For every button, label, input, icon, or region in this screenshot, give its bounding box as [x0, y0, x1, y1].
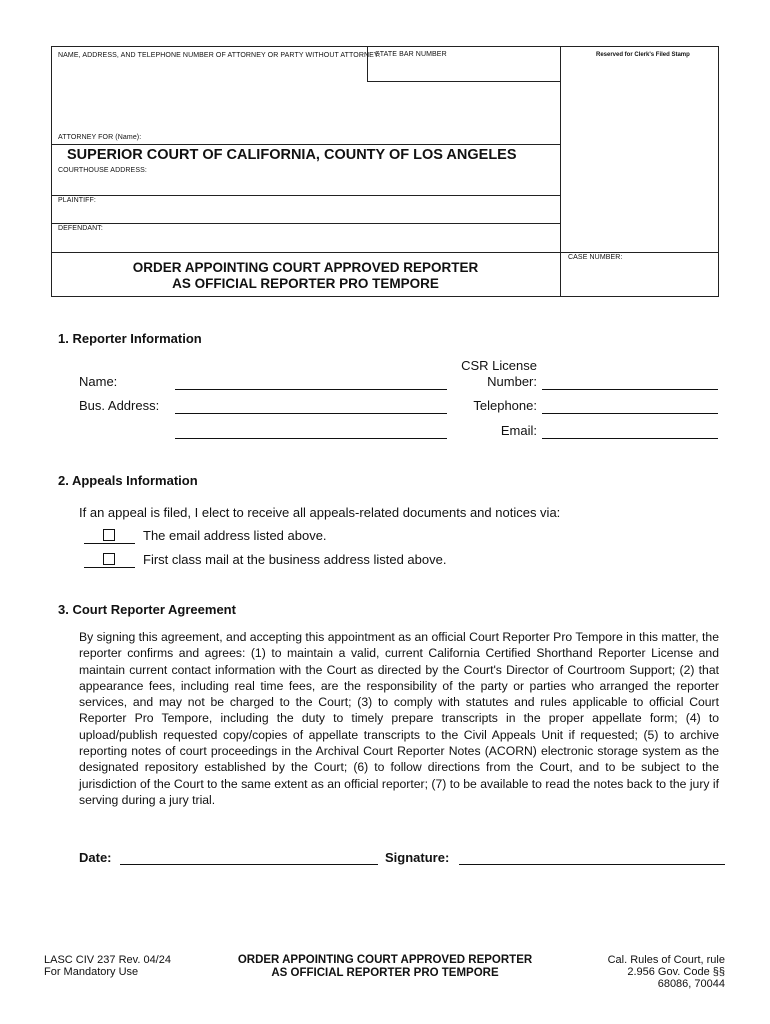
footer-form-id [44, 954, 171, 978]
signature-field[interactable] [459, 864, 725, 865]
signature-label: Signature: [385, 850, 450, 865]
mail-option-checkbox[interactable] [103, 553, 115, 565]
defendant-label: DEFENDANT: [58, 225, 103, 232]
name-field[interactable] [175, 389, 447, 390]
bus-address-field-2[interactable] [175, 438, 447, 439]
agreement-text: By signing this agreement, and accepting this appointment as an official Court Reporter Pro Tempore in this matter, the reporter confirms and agrees: (1) to maintain a valid, current California Certified Shorthand Reporter License and maintain current contact information with the Court as directed by the Court's Director of Courtroom Support; (2) that appearance fees, including real time fees, are the responsibility of the party or parties who arranged the reporter services, and may not be charged to the Court; (3) to comply with statutes and rules applicable to official Court Reporter Pro Tempore, including the duty to timely prepare transcripts in the proper appellate form; (4) to upload/publish requested copy/copies of appellate transcripts to the Civil Appeals Unit if requested; (5) to archive reporting notes of court proceedings in the Archival Court Reporter Notes (ACORN) electronic storage system as the designated repository established by the Court; (6) to follow directions from the Court, and to be subject to the jurisdiction of the Court to the same extent as an official reporter; (7) to be available to read the notes back to the jury if serving during a jury trial. [79, 630, 719, 807]
option1-label: The email address listed above. [143, 528, 327, 543]
telephone-field[interactable] [542, 413, 718, 414]
csr-label-line2: Number: [487, 374, 537, 389]
footer-title-line2: AS OFFICIAL REPORTER PRO TEMPORE [271, 966, 499, 979]
attorney-for-label: ATTORNEY FOR (Name): [58, 134, 142, 141]
email-label: Email: [500, 423, 537, 438]
option1-underline [84, 543, 135, 544]
caption-rule-3 [51, 223, 560, 224]
option2-label: First class mail at the business address listed above. [143, 552, 447, 567]
date-field[interactable] [120, 864, 378, 865]
telephone-label: Telephone: [473, 398, 537, 413]
order-title-line2: AS OFFICIAL REPORTER PRO TEMPORE [172, 276, 439, 291]
email-field[interactable] [542, 438, 718, 439]
clerk-stamp-label: Reserved for Clerk's Filed Stamp [596, 52, 690, 58]
section2-heading: 2. Appeals Information [58, 473, 198, 488]
footer-rules [560, 954, 725, 990]
caption-rule-1 [51, 144, 560, 145]
order-title [51, 260, 560, 292]
footer-title-line1: ORDER APPOINTING COURT APPROVED REPORTER [237, 954, 533, 966]
courthouse-address-label: COURTHOUSE ADDRESS: [58, 167, 147, 174]
case-number-label: CASE NUMBER: [568, 254, 623, 261]
caption-rule-4 [51, 252, 719, 253]
option2-underline [84, 567, 135, 568]
plaintiff-label: PLAINTIFF: [58, 197, 96, 204]
bar-number-label: STATE BAR NUMBER [375, 51, 447, 58]
rules-line1: Cal. Rules of Court, rule [607, 954, 725, 966]
section1-heading: 1. Reporter Information [58, 331, 202, 346]
section3-heading: 3. Court Reporter Agreement [58, 602, 236, 617]
bus-address-field[interactable] [175, 413, 447, 414]
csr-license-label [456, 358, 537, 390]
attorney-label: NAME, ADDRESS, AND TELEPHONE NUMBER OF ATTORNEY OR PARTY WITHOUT ATTORNEY: [58, 52, 381, 59]
form-id: LASC CIV 237 Rev. 04/24 [44, 954, 171, 966]
date-label: Date: [79, 850, 112, 865]
appeals-intro: If an appeal is filed, I elect to receive all appeals-related documents and notices via: [79, 505, 561, 520]
footer-title [215, 954, 555, 979]
csr-number-field[interactable] [542, 389, 718, 390]
mandatory-use: For Mandatory Use [44, 966, 139, 978]
bar-number-bottom [367, 81, 560, 82]
bus-address-label: Bus. Address: [79, 398, 160, 413]
csr-label-line1: CSR License [461, 358, 537, 373]
caption-rule-2 [51, 195, 560, 196]
rules-line3: 68086, 70044 [657, 978, 725, 990]
rules-line2: 2.956 Gov. Code §§ [627, 966, 725, 978]
caption-right-divider [560, 46, 561, 297]
name-label: Name: [79, 374, 118, 389]
court-name: SUPERIOR COURT OF CALIFORNIA, COUNTY OF LOS ANGELES [67, 147, 517, 163]
email-option-checkbox[interactable] [103, 529, 115, 541]
order-title-line1: ORDER APPOINTING COURT APPROVED REPORTER [132, 260, 479, 275]
